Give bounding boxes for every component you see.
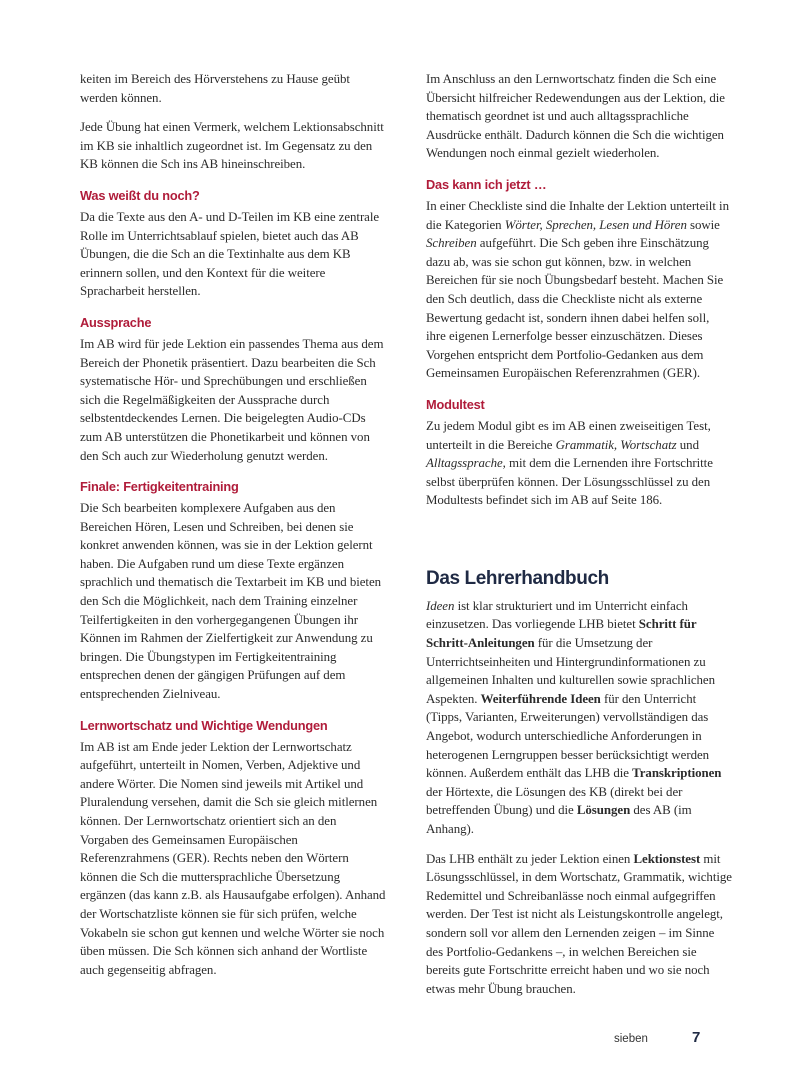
- paragraph-lernwortschatz: Im AB ist am Ende jeder Lektion der Lernwortschatz aufgeführt, unterteilt in Nomen, Verben, Adjektive und andere Wörter. Die Nomen sind jeweils mit Artikel und Pluralendung versehen, damit die Sch sie gleich mitlernen können. Der Lernwortschatz orientiert sich an den Vorgaben des Gemeinsamen Europäischen Referenzrahmens (GER). Rechts neben den Wörtern können die Sch die muttersprachliche Übersetzung ergänzen (das kann z.B. als Hausaufgabe erfolgen). Anhand der Wortschatzliste können sie für sich prüfen, welche Vokabeln sie schon gut kennen und welche Wörter sie noch üben müssen. Die Sch können sich anhand der Wortliste auch gegenseitig abfragen.: [80, 739, 386, 977]
- heading-aussprache: Aussprache: [80, 314, 152, 330]
- heading-modultest: Modultest: [426, 396, 485, 412]
- paragraph-uebung-vermerk: Jede Übung hat einen Vermerk, welchem Lektionsabschnitt im KB sie inhaltlich zugeordnet ist. Im Gegensatz zu den KB können die Sch ins AB hineinschreiben.: [80, 120, 384, 172]
- heading-das-kann-ich-jetzt: Das kann ich jetzt …: [426, 176, 547, 192]
- paragraph-das-kann-ich-jetzt: In einer Checkliste sind die Inhalte der Lektion unterteilt in die Kategorien Wörter, Sprechen, Lesen und Hören sowie Schreiben aufgeführt. Die Sch geben ihre Einschätzung dazu ab, was sie schon gut können, bzw. in welchen Bereichen für sie noch Übungsbedarf besteht. Machen Sie den Sch deutlich, dass die Checkliste nicht als externe Bewertung gedacht ist, sondern ihnen dabei helfen soll, ihre eigenen Lernerfolge besser einzuschätzen. Dieses Vorgehen entspricht dem Portfolio-Gedanken aus dem Gemeinsamen Europäischen Referenzrahmen (GER).: [426, 198, 729, 381]
- page-footer: [600, 1028, 710, 1050]
- heading-lernwortschatz: Lernwortschatz und Wichtige Wendungen: [80, 717, 328, 733]
- paragraph-intro-continued: keiten im Bereich des Hörverstehens zu Hause geübt werden können.: [80, 72, 350, 105]
- paragraph-lehrerhandbuch-1: Ideen ist klar strukturiert und im Unterricht einfach einzusetzen. Das vorliegende LHB bietet Schritt für Schritt-Anleitungen für die Umsetzung der Unterrichtseinheiten und Hintergrundinformationen zu allgemeinen Inhalten und kulturellen sowie sprachlichen Aspekten. Weiterführende Ideen für den Unterricht (Tipps, Varianten, Erweiterungen) vervollständigen das Angebot, wodurch unterschiedliche Anforderungen in heterogenen Lerngruppen besser berücksichtigt werden können. Außerdem enthält das LHB die Transkriptionen der Hörtexte, die Lösungen des KB (direkt bei der betreffenden Übung) und die Lösungen des AB (im Anhang).: [426, 598, 722, 836]
- heading-das-lehrerhandbuch: Das Lehrerhandbuch: [426, 567, 609, 589]
- paragraph-was-weisst-du-noch: Da die Texte aus den A- und D-Teilen im KB eine zentrale Rolle im Unterrichtsablauf spielen, bietet auch das AB Übungen, die die Sch an die Textinhalte aus dem KB erinnern sollen, und den Kontext für die weitere Spracharbeit herstellen.: [80, 209, 380, 299]
- heading-was-weisst-du-noch: Was weißt du noch?: [80, 187, 200, 203]
- heading-finale: Finale: Fertigkeitentraining: [80, 479, 239, 495]
- paragraph-lehrerhandbuch-2: Das LHB enthält zu jeder Lektion einen Lektionstest mit Lösungsschlüssel, in dem Wortschatz, Grammatik, wichtige Redemittel und Schreibanlässe noch einmal aufgegriffen werden. Der Test ist nicht als Leistungskontrolle angelegt, sondern soll vor allem den Lernenden zeigen – im Sinne des Portfolio-Gedankens –, in welchen Bereichen sie bereits gute Fortschritte erreicht haben und wo sie noch etwas mehr Übung brauchen.: [426, 851, 732, 996]
- paragraph-modultest: Zu jedem Modul gibt es im AB einen zweiseitigen Test, unterteilt in die Bereiche Grammatik, Wortschatz und Alltagssprache, mit dem die Lernenden ihre Fortschritte selbst überprüfen können. Der Lösungsschlüssel zu den Modultests befindet sich im AB auf Seite 186.: [426, 418, 713, 508]
- left-column: [80, 70, 386, 990]
- paragraph-redewendungen: Im Anschluss an den Lernwortschatz finden die Sch eine Übersicht hilfreicher Redewendungen aus der Lektion, die thematisch geordnet ist und auch alltagssprachliche Ausdrücke enthält. Dadurch können die Sch die wichtigen Wendungen noch einmal gezielt wiederholen.: [426, 72, 725, 161]
- page-number-word: sieben: [614, 1033, 648, 1045]
- right-column: [426, 70, 732, 1009]
- paragraph-aussprache: Im AB wird für jede Lektion ein passendes Thema aus dem Bereich der Phonetik präsentiert. Dazu bearbeiten die Sch systematische Hör- und Sprechübungen und erschließen sich die Regelmäßigkeiten der Aussprache durch selbstentdeckendes Lernen. Die beigelegten Audio-CDs zum AB unterstützen die Phonetikarbeit und können von den Sch auch zur Wiederholung genutzt werden.: [80, 336, 384, 463]
- paragraph-finale: Die Sch bearbeiten komplexere Aufgaben aus den Bereichen Hören, Lesen und Schreiben, bei denen sie konkret anwenden können, was sie in der Lektion gelernt haben. Die Aufgaben rund um diese Texte ergänzen sprachlich und thematisch die Textarbeit im KB und bieten den Sch die Möglichkeit, nach dem Training einzelner Teilfertigkeiten in den vorhergegangenen Übungen ihr Können im Rahmen der Zielfertigkeit zur Anwendung zu bringen. Die Übungstypen im Fertigkeitentraining entsprechen denen der gängigen Prüfungen auf dem entsprechenden Zielniveau.: [80, 501, 382, 702]
- page-number: 7: [692, 1029, 701, 1046]
